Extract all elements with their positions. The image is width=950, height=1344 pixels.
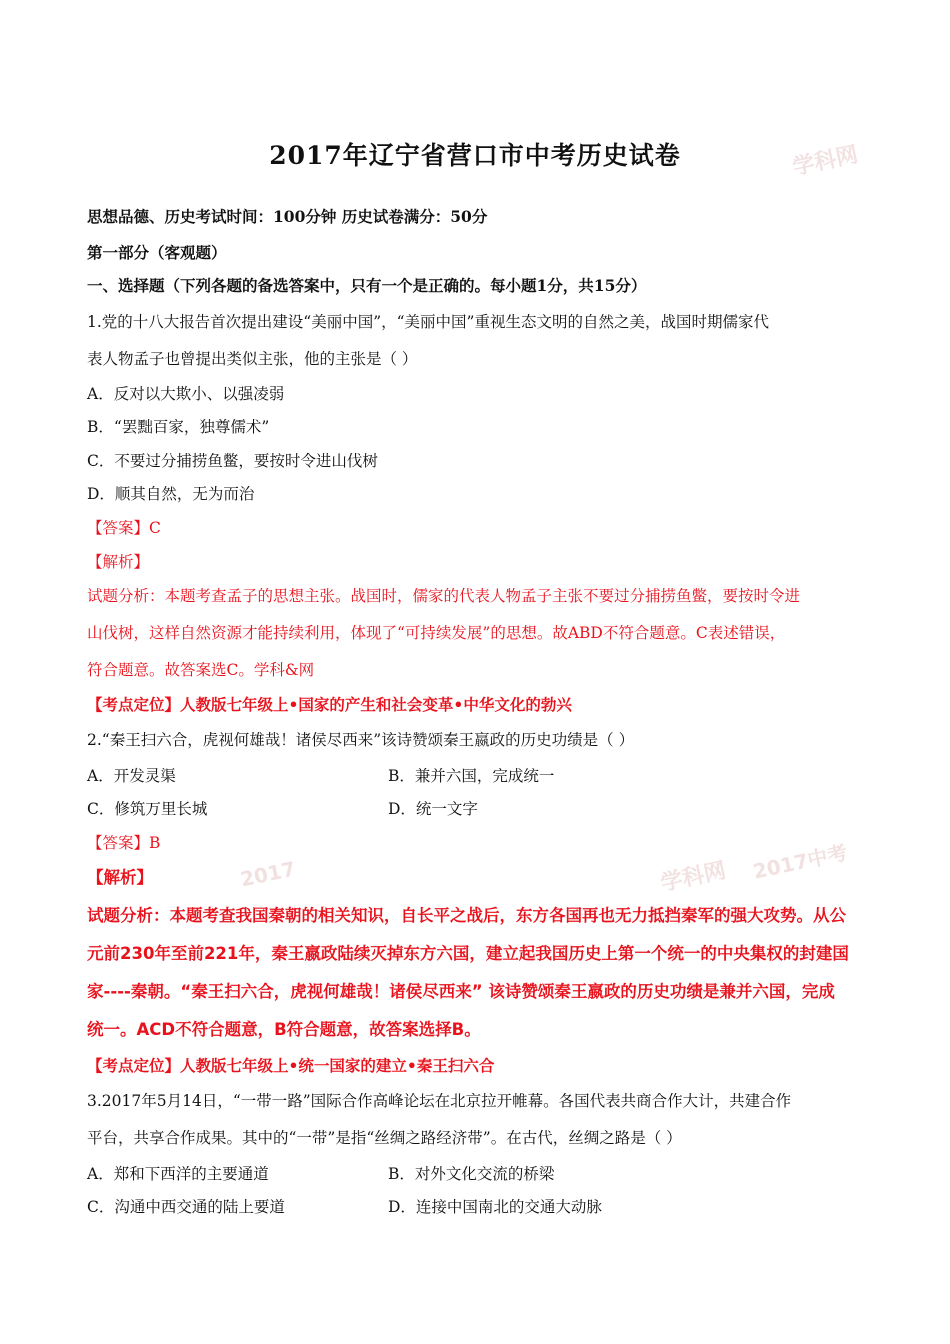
q3-option-b: B．对外文化交流的桥梁 [388, 1165, 555, 1183]
q3-stem-line1: 3.2017年5月14日，“一带一路”国际合作高峰论坛在北京拉开帷幕。各国代表共商合作大计，共建合作 [87, 1092, 792, 1110]
q1-stem-line2: 表人物孟子也曾提出类似主张，他的主张是（ ） [87, 350, 418, 368]
q1-analysis-line1: 试题分析：本题考查孟子的思想主张。战国时，儒家的代表人物孟子主张不要过分捕捞鱼鳖，要按时令进 [87, 587, 801, 605]
q2-option-d: D．统一文字 [388, 800, 478, 818]
q3-option-d: D．连接中国南北的交通大动脉 [388, 1198, 602, 1216]
q2-analysis-line1: 试题分析：本题考查我国秦朝的相关知识，自长平之战后，东方各国再也无力抵挡秦军的强大攻势。从公 [87, 906, 846, 925]
watermark: 2017 [238, 856, 298, 892]
q1-answer: 【答案】C [87, 519, 161, 537]
q1-option-a: A．反对以大欺小、以强凌弱 [87, 385, 285, 403]
page-title: 2017年辽宁省营口市中考历史试卷 [269, 141, 681, 170]
watermark: 学科网 [790, 142, 861, 181]
q2-analysis-label: 【解析】 [87, 868, 153, 887]
q1-analysis-line3: 符合题意。故答案选C。学科&网 [87, 661, 315, 679]
section-heading: 一、选择题（下列各题的备选答案中，只有一个是正确的。每小题1分，共15分） [87, 276, 647, 295]
q2-analysis-line2: 元前230年至前221年，秦王嬴政陆续灭掉东方六国，建立起我国历史上第一个统一的中央集权的封建国 [87, 944, 849, 963]
q1-option-c: C．不要过分捕捞鱼鳖，要按时令进山伐树 [87, 452, 378, 470]
exam-info: 思想品德、历史考试时间：100分钟 历史试卷满分：50分 [87, 207, 488, 226]
q1-option-b: B．“罢黜百家，独尊儒术” [87, 418, 270, 436]
part-heading: 第一部分（客观题） [87, 243, 227, 262]
q2-knowledge-point: 【考点定位】人教版七年级上•统一国家的建立•秦王扫六合 [87, 1056, 495, 1075]
q2-option-a: A．开发灵渠 [87, 767, 176, 785]
q2-option-c: C．修筑万里长城 [87, 800, 208, 818]
q1-knowledge-point: 【考点定位】人教版七年级上•国家的产生和社会变革•中华文化的勃兴 [87, 695, 572, 714]
q3-option-a: A．郑和下西洋的主要通道 [87, 1165, 269, 1183]
q2-analysis-line4: 统一。ACD不符合题意，B符合题意，故答案选择B。 [87, 1020, 481, 1039]
q1-analysis-label: 【解析】 [87, 553, 150, 571]
q1-stem-line1: 1.党的十八大报告首次提出建设“美丽中国”，“美丽中国”重视生态文明的自然之美，战国时期儒家代 [87, 313, 769, 331]
q1-option-d: D．顺其自然，无为而治 [87, 485, 255, 503]
watermark: 学科网 [658, 858, 729, 897]
q2-option-b: B．兼并六国，完成统一 [388, 767, 555, 785]
q2-analysis-line3: 家----秦朝。“秦王扫六合，虎视何雄哉！诸侯尽西来” 该诗赞颂秦王嬴政的历史功绩是兼并六国，完成 [87, 982, 835, 1001]
q1-analysis-line2: 山伐树，这样自然资源才能持续利用，体现了“可持续发展”的思想。故ABD不符合题意。C表述错误， [87, 624, 786, 642]
watermark: 2017中考 [750, 840, 850, 884]
q3-stem-line2: 平台，共享合作成果。其中的“一带”是指“丝绸之路经济带”。在古代，丝绸之路是（ ） [87, 1129, 682, 1147]
q2-answer: 【答案】B [87, 834, 161, 852]
q3-option-c: C．沟通中西交通的陆上要道 [87, 1198, 285, 1216]
q2-stem: 2.“秦王扫六合，虎视何雄哉！诸侯尽西来”该诗赞颂秦王嬴政的历史功绩是（ ） [87, 731, 635, 749]
